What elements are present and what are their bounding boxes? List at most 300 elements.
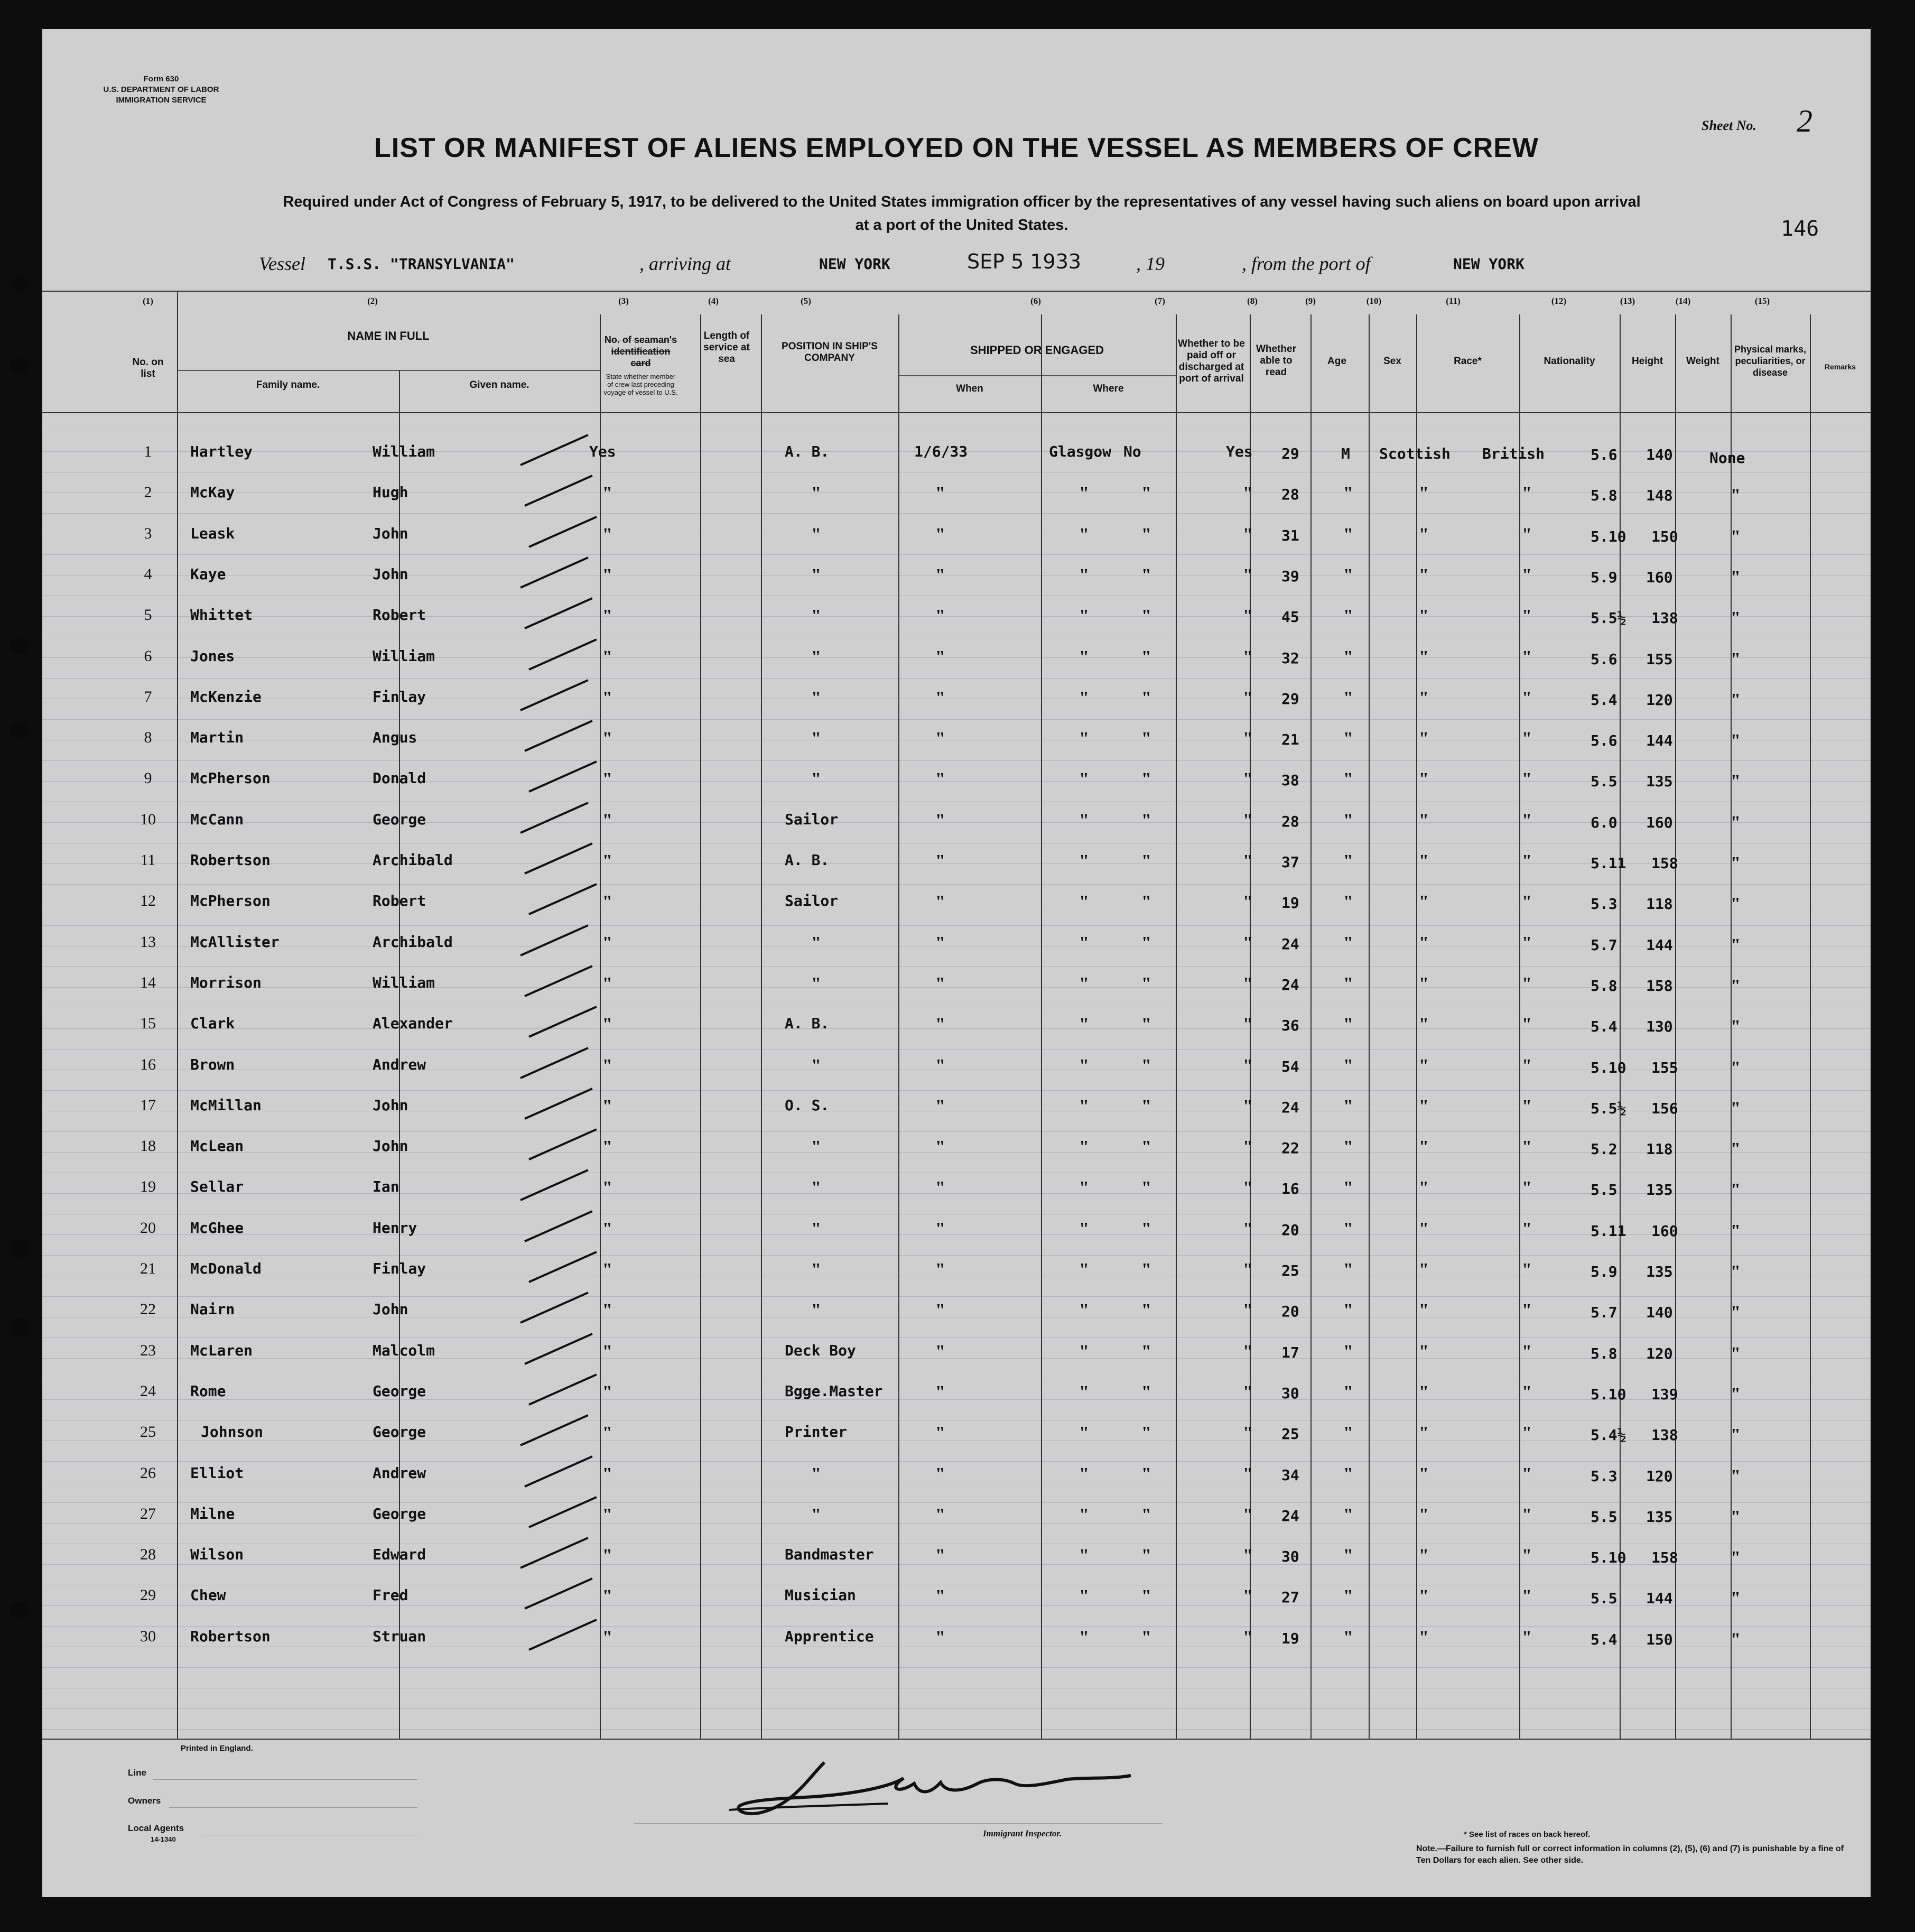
punch-hole <box>11 1318 29 1336</box>
ditto-mark: " <box>1079 933 1089 953</box>
family-name: Clark <box>190 1015 235 1032</box>
ditto-mark: " <box>1731 1139 1741 1159</box>
row-number: 23 <box>140 1342 156 1359</box>
header-given-name: Given name. <box>469 379 529 391</box>
row-number: 29 <box>140 1586 156 1604</box>
ditto-mark: " <box>1343 851 1353 871</box>
ditto-mark: " <box>1079 688 1089 708</box>
ditto-mark: " <box>935 1097 945 1116</box>
header-able-to-read: Whether able to read <box>1256 343 1296 378</box>
height: 5.4 <box>1591 1631 1617 1648</box>
ditto-mark: " <box>1079 1178 1089 1197</box>
age: 24 <box>1281 976 1299 993</box>
ditto-mark: " <box>1419 1178 1429 1197</box>
ditto-mark: " <box>1343 647 1353 667</box>
ditto-mark: " <box>602 1056 612 1075</box>
ditto-mark: " <box>1141 647 1151 667</box>
row-number: 25 <box>140 1423 156 1441</box>
ditto-mark: " <box>1079 1586 1089 1606</box>
header-bottom-border <box>42 412 1871 413</box>
position: A. B. <box>785 851 830 869</box>
height: 5.7 <box>1591 936 1617 954</box>
form-info <box>100 74 222 106</box>
colnum-11: (11) <box>1446 296 1461 306</box>
given-name: John <box>373 1301 408 1318</box>
weight: 135 <box>1646 1263 1673 1280</box>
row-number: 8 <box>144 729 152 746</box>
colnum-15: (15) <box>1754 296 1770 306</box>
column-line <box>1310 314 1312 1739</box>
ditto-mark: " <box>1522 1137 1532 1157</box>
ditto-mark: " <box>1731 813 1741 832</box>
height: 5.10 <box>1591 1386 1626 1403</box>
ditto-mark: " <box>602 1586 612 1606</box>
ditto-mark: " <box>1079 647 1089 667</box>
row-ruling <box>42 678 1871 679</box>
ditto-mark: " <box>1243 606 1253 626</box>
age: 19 <box>1281 894 1299 912</box>
check-mark <box>520 924 589 956</box>
column-line <box>1041 314 1042 1739</box>
check-mark <box>520 1414 589 1446</box>
header-age: Age <box>1327 356 1346 367</box>
colnum-13: (13) <box>1620 296 1635 306</box>
ditto-mark: " <box>935 1464 945 1484</box>
ditto-mark: " <box>1079 1260 1089 1279</box>
given-name: George <box>373 1505 426 1522</box>
height: 5.7 <box>1591 1304 1617 1321</box>
inspector-label: Immigrant Inspector. <box>983 1828 1062 1838</box>
ditto-mark: " <box>811 565 821 585</box>
ditto-mark: " <box>1419 769 1429 789</box>
ditto-mark: " <box>1522 1423 1532 1443</box>
ditto-mark: " <box>1731 772 1741 791</box>
age: 25 <box>1281 1425 1299 1443</box>
shipped-subheader-rule <box>898 375 1176 376</box>
column-line <box>177 291 178 1739</box>
column-line <box>600 314 601 1739</box>
header-height: Height <box>1631 356 1663 367</box>
family-name: Whittet <box>190 606 253 624</box>
ditto-mark: " <box>1141 1097 1151 1116</box>
check-mark <box>524 1210 593 1242</box>
ditto-mark: " <box>1419 565 1429 585</box>
ditto-mark: " <box>602 606 612 626</box>
given-name: Ian <box>373 1178 399 1195</box>
weight: 135 <box>1646 1508 1673 1526</box>
position: A. B. <box>785 443 830 460</box>
row-ruling <box>42 719 1871 720</box>
height: 5.11 <box>1591 1222 1626 1240</box>
ditto-mark: " <box>1243 769 1253 789</box>
ditto-mark: " <box>1343 1342 1353 1361</box>
age: 36 <box>1281 1017 1299 1034</box>
weight: 148 <box>1646 487 1673 504</box>
paid-off: No <box>1123 443 1141 460</box>
row-ruling <box>42 1626 1871 1627</box>
owners-rule <box>169 1807 417 1808</box>
ditto-mark: " <box>1419 892 1429 912</box>
ditto-mark: " <box>1522 1628 1532 1647</box>
row-ruling <box>42 1255 1871 1256</box>
row-number: 1 <box>144 443 152 460</box>
ditto-mark: " <box>1522 933 1532 953</box>
ditto-mark: " <box>1731 1221 1741 1241</box>
header-race: Race* <box>1454 356 1482 367</box>
ditto-mark: " <box>1731 1344 1741 1363</box>
age: 54 <box>1281 1058 1299 1075</box>
ditto-mark: " <box>1243 933 1253 953</box>
check-mark <box>528 1006 597 1038</box>
punch-hole <box>11 637 29 655</box>
weight: 156 <box>1651 1100 1678 1117</box>
ditto-mark: " <box>1141 769 1151 789</box>
ditto-mark: " <box>1343 1137 1353 1157</box>
physical-marks: None <box>1709 449 1745 467</box>
ditto-mark: " <box>1079 1546 1089 1565</box>
row-ruling <box>42 1131 1871 1132</box>
punch-hole <box>11 1601 29 1619</box>
ditto-mark: " <box>1243 647 1253 667</box>
ditto-mark: " <box>1731 486 1741 505</box>
ditto-mark: " <box>602 1097 612 1116</box>
age: 24 <box>1281 935 1299 953</box>
ditto-mark: " <box>1731 1507 1741 1527</box>
row-number: 20 <box>140 1219 156 1237</box>
sheet-no: 2 <box>1797 104 1812 138</box>
height: 6.0 <box>1591 814 1617 831</box>
row-ruling <box>42 1667 1871 1668</box>
ditto-mark: " <box>602 811 612 830</box>
ditto-mark: " <box>1731 1589 1741 1608</box>
ditto-mark: " <box>1731 1630 1741 1649</box>
column-line <box>1176 314 1177 1739</box>
ditto-mark: " <box>1243 1586 1253 1606</box>
ditto-mark: " <box>1243 484 1253 503</box>
ditto-mark: " <box>1731 527 1741 546</box>
ditto-mark: " <box>1522 1219 1532 1239</box>
ditto-mark: " <box>1343 1301 1353 1320</box>
ditto-mark: " <box>602 1382 612 1402</box>
height: 5.10 <box>1591 528 1626 545</box>
ditto-mark: " <box>602 1219 612 1239</box>
ditto-mark: " <box>811 1056 821 1075</box>
given-name: Finlay <box>373 1260 426 1277</box>
ditto-mark: " <box>1079 1137 1089 1157</box>
ditto-mark: " <box>1141 565 1151 585</box>
weight: 158 <box>1651 1549 1678 1566</box>
ditto-mark: " <box>1419 1015 1429 1034</box>
printed-in: Printed in England. <box>181 1744 253 1753</box>
row-number: 2 <box>144 484 152 501</box>
row-number: 18 <box>140 1137 156 1155</box>
ditto-mark: " <box>1243 1056 1253 1075</box>
table-bottom-border <box>42 1739 1871 1740</box>
ditto-mark: " <box>1419 729 1429 748</box>
family-name: Brown <box>190 1056 235 1073</box>
ditto-mark: " <box>1522 1301 1532 1320</box>
weight: 120 <box>1646 1467 1673 1485</box>
column-line <box>1519 314 1520 1739</box>
ditto-mark: " <box>1079 1464 1089 1484</box>
ditto-mark: " <box>602 647 612 667</box>
ditto-mark: " <box>602 1015 612 1034</box>
check-mark <box>528 638 597 671</box>
ditto-mark: " <box>1731 649 1741 669</box>
header-remarks: Remarks <box>1824 363 1856 371</box>
ditto-mark: " <box>1141 811 1151 830</box>
colnum-12: (12) <box>1551 296 1567 306</box>
ditto-mark: " <box>602 769 612 789</box>
position: Deck Boy <box>785 1342 856 1359</box>
ditto-mark: " <box>1522 1464 1532 1484</box>
ditto-mark: " <box>1343 769 1353 789</box>
family-name: McDonald <box>190 1260 262 1277</box>
ditto-mark: " <box>1243 1015 1253 1034</box>
sex: M <box>1341 445 1350 462</box>
ditto-mark: " <box>1522 729 1532 748</box>
row-ruling <box>42 1461 1871 1462</box>
ditto-mark: " <box>1343 1015 1353 1034</box>
ditto-mark: " <box>1141 1628 1151 1647</box>
ditto-mark: " <box>1079 729 1089 748</box>
family-name: Johnson <box>201 1423 264 1441</box>
given-name: John <box>373 525 408 542</box>
ditto-mark: " <box>1419 811 1429 830</box>
row-number: 15 <box>140 1015 156 1032</box>
ditto-mark: " <box>602 1137 612 1157</box>
check-mark <box>528 760 597 793</box>
inspector-signature <box>729 1747 1173 1826</box>
row-ruling <box>42 760 1871 761</box>
weight: 144 <box>1646 936 1673 954</box>
weight: 120 <box>1646 1345 1673 1362</box>
column-line <box>1810 314 1811 1739</box>
ditto-mark: " <box>1343 484 1353 503</box>
family-name: Robertson <box>190 1628 271 1645</box>
ditto-mark: " <box>1419 1382 1429 1402</box>
age: 19 <box>1281 1630 1299 1647</box>
ditto-mark: " <box>1343 729 1353 748</box>
check-mark <box>520 434 589 466</box>
ditto-mark: " <box>1731 853 1741 873</box>
ditto-mark: " <box>602 525 612 544</box>
from-port: NEW YORK <box>1453 255 1524 273</box>
ditto-mark: " <box>1522 769 1532 789</box>
check-mark <box>528 516 597 548</box>
ditto-mark: " <box>1419 1301 1429 1320</box>
height: 5.4 <box>1591 691 1617 709</box>
ditto-mark: " <box>1419 688 1429 708</box>
ditto-mark: " <box>1731 1262 1741 1281</box>
ditto-mark: " <box>1343 1546 1353 1565</box>
ditto-mark: " <box>935 484 945 503</box>
ditto-mark: " <box>602 933 612 953</box>
ditto-mark: " <box>602 1260 612 1279</box>
ditto-mark: " <box>602 1423 612 1443</box>
family-name: Martin <box>190 729 244 746</box>
ditto-mark: " <box>811 606 821 626</box>
ditto-mark: " <box>1141 729 1151 748</box>
height: 5.2 <box>1591 1140 1617 1158</box>
check-mark <box>520 556 589 589</box>
year-label: , 19 <box>1136 253 1165 274</box>
ditto-mark: " <box>1419 1586 1429 1606</box>
height: 5.5½ <box>1591 1100 1626 1117</box>
row-number: 11 <box>140 851 156 869</box>
position: Printer <box>785 1423 848 1441</box>
ditto-mark: " <box>935 1260 945 1279</box>
ditto-mark: " <box>1343 1382 1353 1402</box>
given-name: William <box>373 974 435 991</box>
row-ruling <box>42 1729 1871 1730</box>
family-name: McPherson <box>190 892 271 909</box>
ditto-mark: " <box>935 933 945 953</box>
row-number: 21 <box>140 1260 156 1277</box>
ditto-mark: " <box>935 1628 945 1647</box>
given-name: John <box>373 1097 408 1114</box>
height: 5.10 <box>1591 1549 1626 1566</box>
family-name: Nairn <box>190 1301 235 1318</box>
shipped-where: Glasgow <box>1049 443 1112 460</box>
ditto-mark: " <box>935 1586 945 1606</box>
column-line <box>700 314 701 1739</box>
colnum-1: (1) <box>143 296 153 306</box>
weight: 130 <box>1646 1018 1673 1035</box>
row-number: 7 <box>144 688 152 705</box>
row-number: 19 <box>140 1178 156 1195</box>
weight: 150 <box>1646 1631 1673 1648</box>
weight: 155 <box>1651 1059 1678 1076</box>
ditto-mark: " <box>1243 811 1253 830</box>
ditto-mark: " <box>1079 525 1089 544</box>
height: 5.9 <box>1591 569 1617 586</box>
ditto-mark: " <box>1079 1342 1089 1361</box>
ditto-mark: " <box>1141 606 1151 626</box>
ditto-mark: " <box>935 1423 945 1443</box>
from-label: , from the port of <box>1242 253 1371 274</box>
ditto-mark: " <box>1141 1219 1151 1239</box>
row-number: 9 <box>144 769 152 787</box>
punch-hole <box>11 1239 29 1257</box>
given-name: Edward <box>373 1546 426 1563</box>
ditto-mark: " <box>1419 1546 1429 1565</box>
age: 27 <box>1281 1589 1299 1606</box>
family-name: Kaye <box>190 565 226 583</box>
ditto-mark: " <box>1141 1342 1151 1361</box>
ditto-mark: " <box>1141 1423 1151 1443</box>
check-mark <box>528 1128 597 1160</box>
ditto-mark: " <box>1343 1219 1353 1239</box>
check-mark <box>524 1088 593 1120</box>
vessel-label: Vessel <box>259 253 305 274</box>
position: Apprentice <box>785 1628 874 1645</box>
ditto-mark: " <box>1343 1505 1353 1525</box>
given-name: George <box>373 1382 426 1400</box>
given-name: George <box>373 811 426 828</box>
age: 28 <box>1281 813 1299 830</box>
header-length-of-service: Length of service at sea <box>703 330 750 365</box>
height: 5.5 <box>1591 1508 1617 1526</box>
ditto-mark: " <box>1141 1505 1151 1525</box>
ditto-mark: " <box>1079 1015 1089 1034</box>
ditto-mark: " <box>1243 851 1253 871</box>
weight: 118 <box>1646 895 1673 913</box>
ditto-mark: " <box>1141 1586 1151 1606</box>
given-name: Fred <box>373 1586 408 1604</box>
header-previous-voyage: State whether member of crew last preceding voyage of vessel to U.S. <box>603 373 678 396</box>
family-name: McLaren <box>190 1342 253 1359</box>
ditto-mark: " <box>1243 1178 1253 1197</box>
weight: 158 <box>1646 977 1673 995</box>
given-name: Andrew <box>373 1056 426 1073</box>
check-mark <box>524 842 593 875</box>
row-ruling <box>42 513 1871 514</box>
given-name: Struan <box>373 1628 426 1645</box>
date-stamp: SEP 5 1933 <box>967 250 1082 273</box>
ditto-mark: " <box>1419 851 1429 871</box>
ditto-mark: " <box>602 484 612 503</box>
ditto-mark: " <box>811 1505 821 1525</box>
row-ruling <box>42 1090 1871 1091</box>
ditto-mark: " <box>1243 688 1253 708</box>
given-name: William <box>373 647 435 665</box>
header-no-on-list: No. on list <box>132 357 164 379</box>
check-mark <box>524 965 593 997</box>
given-name: Donald <box>373 769 426 787</box>
ditto-mark: " <box>1343 688 1353 708</box>
ditto-mark: " <box>1243 1505 1253 1525</box>
row-number: 28 <box>140 1546 156 1563</box>
family-name: Leask <box>190 525 235 542</box>
weight: 160 <box>1651 1222 1678 1240</box>
ditto-mark: " <box>1522 1342 1532 1361</box>
ditto-mark: " <box>1243 974 1253 993</box>
ditto-mark: " <box>1141 974 1151 993</box>
ditto-mark: " <box>1079 1505 1089 1525</box>
row-ruling <box>42 1296 1871 1297</box>
ditto-mark: " <box>935 1505 945 1525</box>
height: 5.4 <box>1591 1018 1617 1035</box>
ditto-mark: " <box>1141 933 1151 953</box>
age: 21 <box>1281 731 1299 748</box>
family-name: McKenzie <box>190 688 262 705</box>
weight: 138 <box>1651 609 1678 627</box>
ditto-mark: " <box>1731 976 1741 996</box>
ditto-mark: " <box>1731 1099 1741 1118</box>
ditto-mark: " <box>1731 1180 1741 1200</box>
position: Bandmaster <box>785 1546 874 1563</box>
ditto-mark: " <box>1079 1219 1089 1239</box>
form-department: U.S. DEPARTMENT OF LABOR <box>103 85 219 94</box>
height: 5.5½ <box>1591 609 1626 627</box>
ditto-mark: " <box>811 1219 821 1239</box>
ditto-mark: " <box>1731 1017 1741 1036</box>
ditto-mark: " <box>1731 1303 1741 1322</box>
ditto-mark: " <box>1343 565 1353 585</box>
family-name: Morrison <box>190 974 262 991</box>
height: 5.6 <box>1591 651 1617 668</box>
header-paid-off: Whether to be paid off or discharged at port of arrival <box>1178 338 1245 384</box>
header-when: When <box>956 383 983 394</box>
line-rule <box>153 1779 417 1780</box>
ditto-mark: " <box>1243 1137 1253 1157</box>
header-physical-marks: Physical marks, peculiarities, or disease <box>1734 344 1807 378</box>
ditto-mark: " <box>935 1546 945 1565</box>
age: 32 <box>1281 649 1299 667</box>
height: 5.3 <box>1591 895 1617 913</box>
ditto-mark: " <box>1243 1301 1253 1320</box>
